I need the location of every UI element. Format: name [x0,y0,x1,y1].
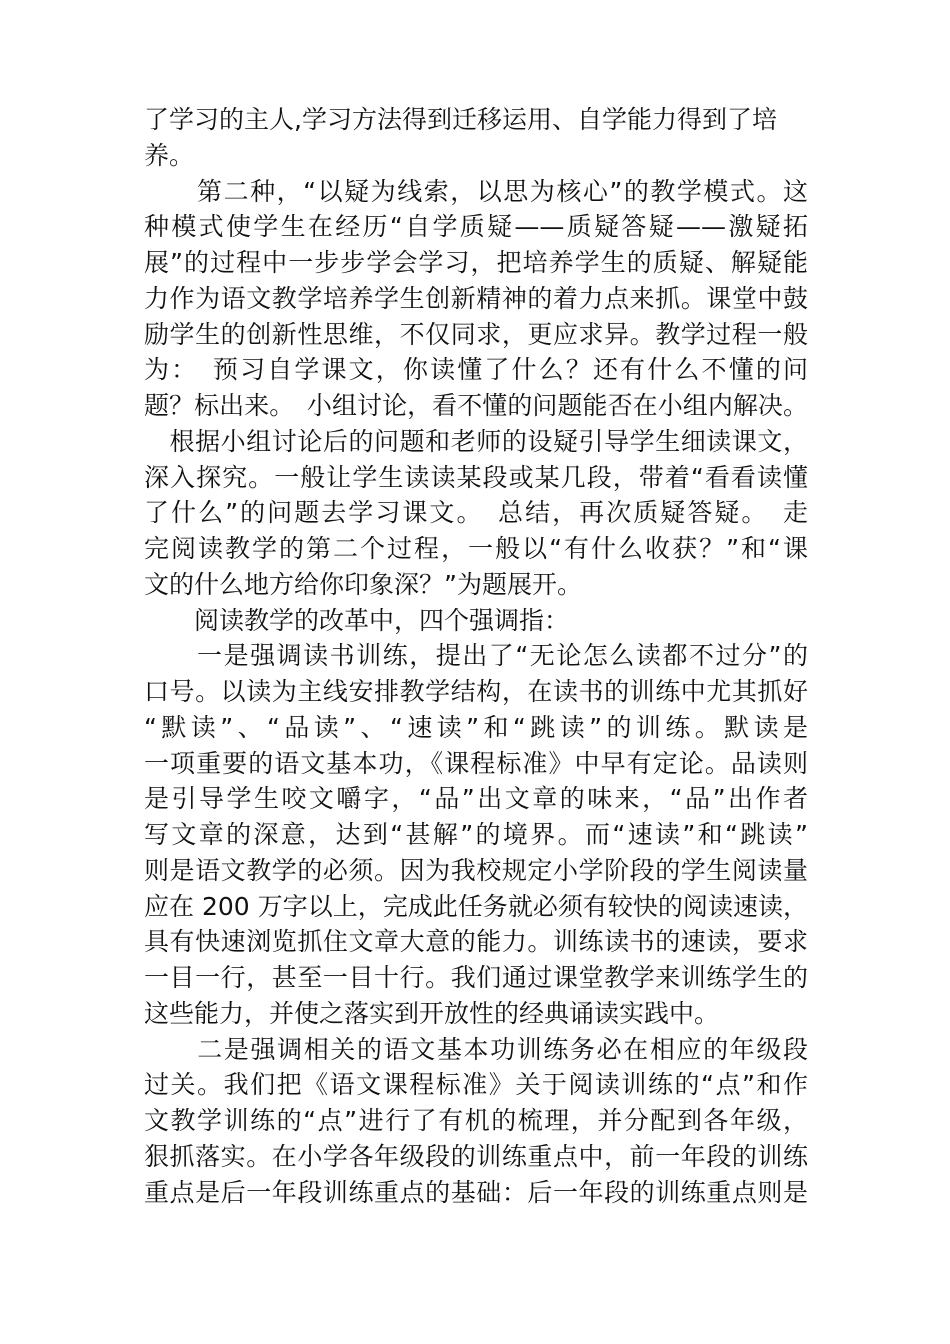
text-line: 题？标出来。 小组讨论，看不懂的问题能否在小组内解决。 [144,391,808,420]
text-line: 过关。我们把《语文课程标准》关于阅读训练的“点”和作 [144,1070,808,1100]
text-line: 二是强调相关的语文基本功训练务必在相应的年级段 [144,1034,808,1064]
text-line: 具有快速浏览抓住文章大意的能力。训练读书的速读，要求 [144,927,808,957]
text-line: 展”的过程中一步步学会学习，把培养学生的质疑、解疑能 [144,248,808,277]
text-line: 养。 [144,140,195,170]
text-line: 口号。以读为主线安排教学结构，在读书的训练中尤其抓好 [144,677,808,706]
text-line: 完阅读教学的第二个过程，一般以“有什么收获？”和“课 [144,534,808,563]
text-line: 力作为语文教学培养学生创新精神的着力点来抓。课堂中鼓 [144,283,808,313]
text-line: 深入探究。一般让学生读读某段或某几段，带着“看看读懂 [144,462,808,492]
text-line: 种模式使学生在经历“自学质疑——质疑答疑——激疑拓 [144,212,808,242]
text-line: 狠抓落实。在小学各年级段的训练重点中，前一年段的训练 [144,1141,808,1171]
text-line: 一项重要的语文基本功，《课程标准》中早有定论。品读则 [144,748,808,778]
text-line: 是引导学生咬文嚼字，“品”出文章的味来，“品”出作者 [144,784,808,814]
text-line: 文的什么地方给你印象深？”为题展开。 [144,569,582,599]
text-line: 这些能力，并使之落实到开放性的经典诵读实践中。 [144,998,720,1028]
text-line: 一目一行，甚至一目十行。我们通过课堂教学来训练学生的 [144,963,808,992]
text-line: 励学生的创新性思维，不仅同求，更应求异。教学过程一般 [144,319,808,349]
text-line: 应在 200 万字以上，完成此任务就必须有较快的阅读速读， [144,891,808,921]
text-line: 阅读教学的改革中，四个强调指： [144,605,570,635]
text-line: 了学习的主人,学习方法得到迁移运用、自学能力得到了培 [144,105,777,134]
text-line: 写文章的深意，达到“甚解”的境界。而“速读”和“跳读” [144,820,808,849]
text-line: 为： 预习自学课文，你读懂了什么？还有什么不懂的问 [144,355,808,385]
text-line: 重点是后一年段训练重点的基础：后一年段的训练重点则是 [144,1177,808,1207]
body-text [144,102,808,1210]
text-line: “默读”、“品读”、“速读”和“跳读”的训练。默读是 [144,712,808,742]
text-line: 一是强调读书训练，提出了“无论怎么读都不过分”的 [144,641,808,671]
text-line: 文教学训练的“点”进行了有机的梳理，并分配到各年级， [144,1106,808,1135]
text-line: 则是语文教学的必须。因为我校规定小学阶段的学生阅读量 [144,855,808,885]
text-line: 根据小组讨论后的问题和老师的设疑引导学生细读课文， [144,426,808,456]
text-line: 第二种，“以疑为线索，以思为核心”的教学模式。这 [144,176,808,206]
text-line: 了什么”的问题去学习课文。 总结，再次质疑答疑。 走 [144,498,808,528]
